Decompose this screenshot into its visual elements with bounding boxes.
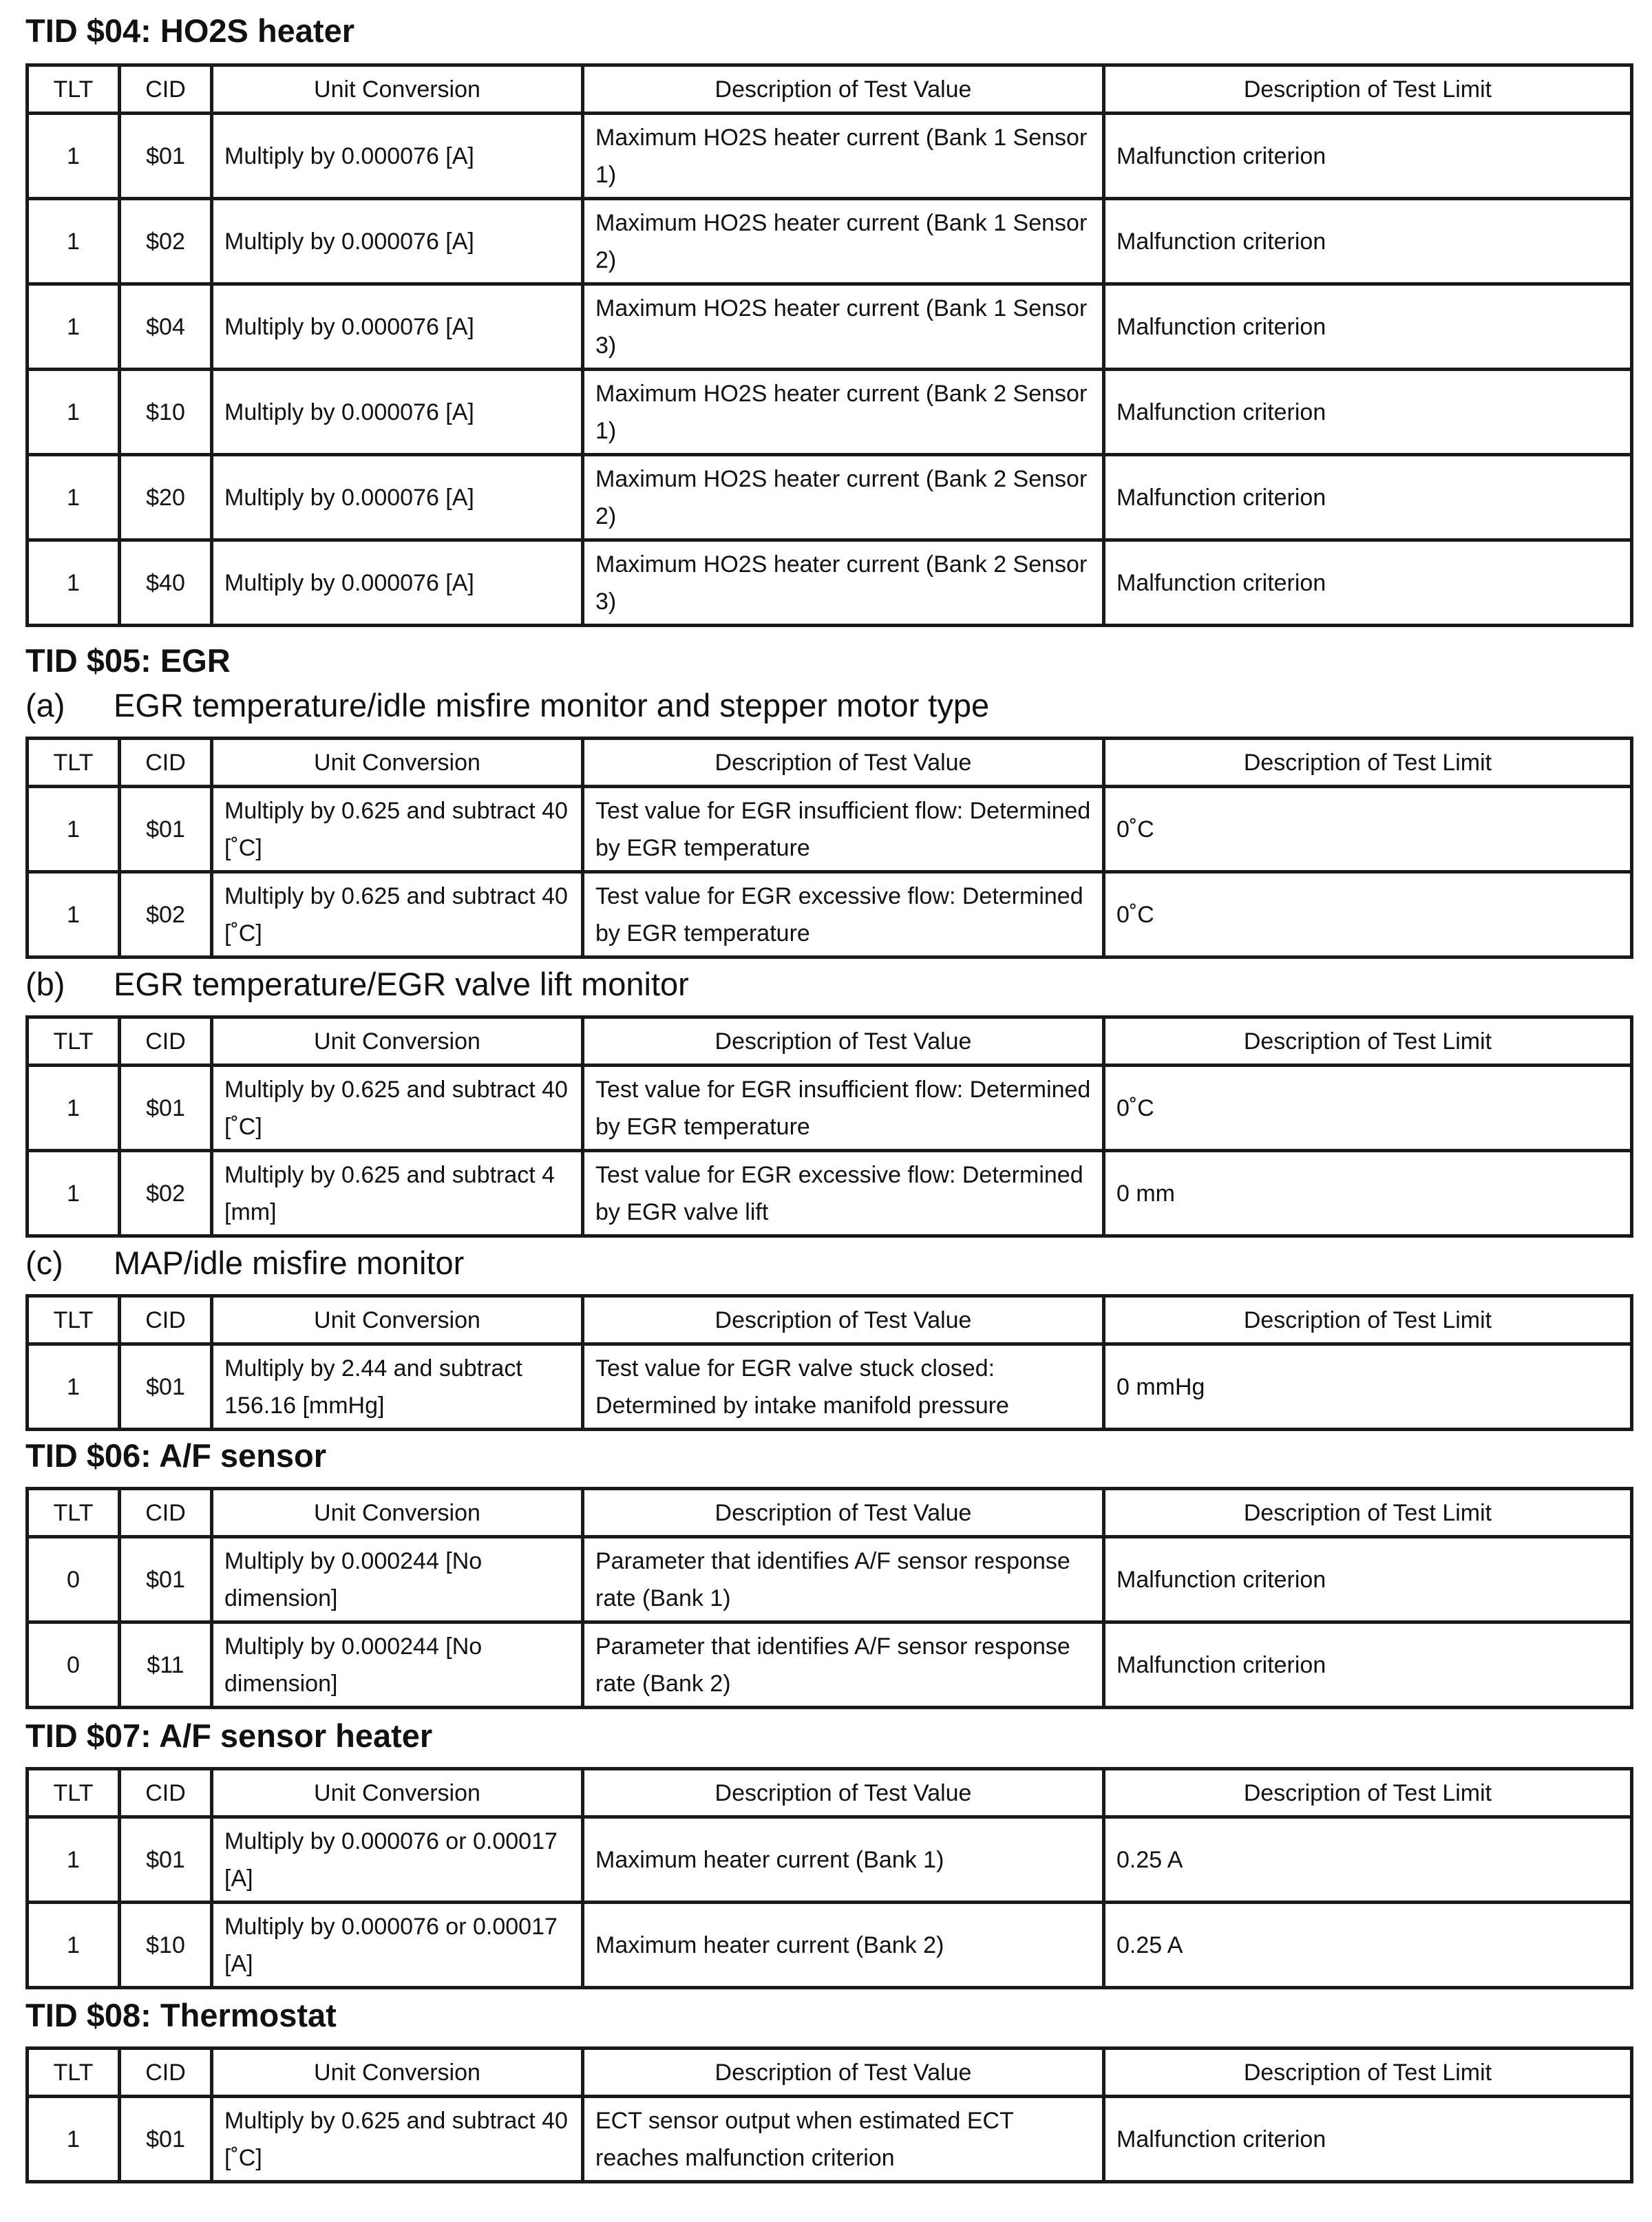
cell-cid: $01 [120,1817,212,1903]
cell-tlt: 0 [28,1537,120,1622]
cell-unit-conversion: Multiply by 0.000244 [No dimension] [212,1537,583,1622]
cell-tlt: 1 [28,370,120,455]
header-test-value: Description of Test Value [583,1296,1104,1344]
header-tlt: TLT [28,2049,120,2097]
subsection-label: (b) [25,966,65,1002]
cell-cid: $04 [120,284,212,370]
cell-test-limit: 0.25 A [1104,1903,1632,1988]
cell-test-value: Test value for EGR insufficient flow: Determined by EGR temperature [583,1066,1104,1151]
table-tid-05c [25,1294,1633,1431]
cell-test-limit: Malfunction criterion [1104,540,1632,626]
cell-tlt: 1 [28,1903,120,1988]
table-row [28,370,1632,455]
cell-tlt: 1 [28,1344,120,1430]
section-title-tid-05: TID $05: EGR [25,642,231,679]
subsection-label: (a) [25,687,65,723]
cell-tlt: 1 [28,1066,120,1151]
cell-cid: $01 [120,787,212,872]
cell-tlt: 1 [28,114,120,199]
cell-cid: $20 [120,455,212,540]
table-row [28,1344,1632,1430]
header-tlt: TLT [28,1489,120,1537]
header-tlt: TLT [28,1296,120,1344]
cell-tlt: 1 [28,540,120,626]
cell-tlt: 1 [28,1817,120,1903]
subsection-title-05b [25,967,689,1002]
cell-test-value: Maximum HO2S heater current (Bank 2 Sensor 2) [583,455,1104,540]
header-unit-conversion: Unit Conversion [212,1017,583,1066]
cell-test-limit: 0.25 A [1104,1817,1632,1903]
cell-unit-conversion: Multiply by 0.000076 or 0.00017 [A] [212,1817,583,1903]
header-test-value: Description of Test Value [583,1017,1104,1066]
table-header-row [28,739,1632,787]
cell-test-limit: Malfunction criterion [1104,284,1632,370]
header-test-value: Description of Test Value [583,65,1104,114]
cell-cid: $10 [120,370,212,455]
header-test-limit: Description of Test Limit [1104,2049,1632,2097]
table-tid-05a [25,737,1633,959]
cell-test-value: Maximum heater current (Bank 1) [583,1817,1104,1903]
table-tid-06 [25,1487,1633,1709]
cell-tlt: 1 [28,284,120,370]
cell-test-value: Test value for EGR excessive flow: Determined by EGR valve lift [583,1151,1104,1236]
cell-cid: $01 [120,1537,212,1622]
header-unit-conversion: Unit Conversion [212,2049,583,2097]
table-header-row [28,2049,1632,2097]
section-title-tid-04: TID $04: HO2S heater [25,12,355,49]
cell-test-limit: Malfunction criterion [1104,2097,1632,2182]
header-test-value: Description of Test Value [583,1489,1104,1537]
cell-test-value: Maximum HO2S heater current (Bank 1 Sensor 3) [583,284,1104,370]
cell-test-value: Test value for EGR excessive flow: Determined by EGR temperature [583,872,1104,957]
table-header-row [28,1769,1632,1817]
cell-test-limit: Malfunction criterion [1104,1622,1632,1708]
table-header-row [28,1489,1632,1537]
cell-cid: $02 [120,872,212,957]
table-row [28,1622,1632,1708]
cell-test-value: Maximum heater current (Bank 2) [583,1903,1104,1988]
cell-test-limit: Malfunction criterion [1104,370,1632,455]
cell-test-value: Parameter that identifies A/F sensor response rate (Bank 1) [583,1537,1104,1622]
cell-tlt: 1 [28,455,120,540]
header-test-limit: Description of Test Limit [1104,65,1632,114]
cell-test-value: Maximum HO2S heater current (Bank 2 Sensor 1) [583,370,1104,455]
cell-test-value: ECT sensor output when estimated ECT reaches malfunction criterion [583,2097,1104,2182]
cell-tlt: 1 [28,787,120,872]
table-row [28,114,1632,199]
cell-cid: $02 [120,199,212,284]
header-test-limit: Description of Test Limit [1104,1296,1632,1344]
header-unit-conversion: Unit Conversion [212,1769,583,1817]
cell-unit-conversion: Multiply by 0.000076 [A] [212,284,583,370]
cell-unit-conversion: Multiply by 0.625 and subtract 4 [mm] [212,1151,583,1236]
cell-unit-conversion: Multiply by 0.000076 [A] [212,540,583,626]
section-title-tid-07: TID $07: A/F sensor heater [25,1717,433,1754]
cell-unit-conversion: Multiply by 0.625 and subtract 40 [˚C] [212,787,583,872]
cell-cid: $02 [120,1151,212,1236]
table-tid-04 [25,63,1633,627]
cell-cid: $01 [120,114,212,199]
header-cid: CID [120,1769,212,1817]
cell-test-limit: Malfunction criterion [1104,1537,1632,1622]
header-cid: CID [120,1489,212,1537]
subsection-title-05c [25,1246,464,1280]
subsection-label: (c) [25,1245,63,1281]
cell-test-value: Maximum HO2S heater current (Bank 1 Sensor 2) [583,199,1104,284]
table-tid-05b [25,1015,1633,1238]
table-row [28,284,1632,370]
table-row [28,872,1632,957]
header-unit-conversion: Unit Conversion [212,65,583,114]
cell-cid: $10 [120,1903,212,1988]
cell-unit-conversion: Multiply by 0.000076 or 0.00017 [A] [212,1903,583,1988]
cell-tlt: 1 [28,872,120,957]
cell-test-value: Maximum HO2S heater current (Bank 1 Sensor 1) [583,114,1104,199]
table-row [28,1537,1632,1622]
table-row [28,1817,1632,1903]
cell-test-limit: 0˚C [1104,787,1632,872]
header-unit-conversion: Unit Conversion [212,1489,583,1537]
cell-cid: $01 [120,2097,212,2182]
table-row [28,540,1632,626]
header-test-limit: Description of Test Limit [1104,739,1632,787]
header-test-limit: Description of Test Limit [1104,1017,1632,1066]
cell-unit-conversion: Multiply by 2.44 and subtract 156.16 [mmHg] [212,1344,583,1430]
cell-test-value: Maximum HO2S heater current (Bank 2 Sensor 3) [583,540,1104,626]
cell-test-limit: 0 mmHg [1104,1344,1632,1430]
header-tlt: TLT [28,65,120,114]
cell-test-value: Test value for EGR valve stuck closed: Determined by intake manifold pressure [583,1344,1104,1430]
header-tlt: TLT [28,1017,120,1066]
table-header-row [28,1017,1632,1066]
cell-test-value: Test value for EGR insufficient flow: Determined by EGR temperature [583,787,1104,872]
table-row [28,199,1632,284]
table-tid-07 [25,1767,1633,1989]
cell-tlt: 1 [28,2097,120,2182]
subsection-text: EGR temperature/EGR valve lift monitor [114,966,689,1002]
header-cid: CID [120,2049,212,2097]
cell-unit-conversion: Multiply by 0.625 and subtract 40 [˚C] [212,872,583,957]
cell-test-limit: 0˚C [1104,872,1632,957]
cell-unit-conversion: Multiply by 0.625 and subtract 40 [˚C] [212,1066,583,1151]
subsection-text: MAP/idle misfire monitor [114,1245,465,1281]
cell-test-limit: Malfunction criterion [1104,114,1632,199]
table-tid-08 [25,2046,1633,2183]
cell-unit-conversion: Multiply by 0.000076 [A] [212,455,583,540]
table-header-row [28,65,1632,114]
table-row [28,1903,1632,1988]
header-test-value: Description of Test Value [583,2049,1104,2097]
header-cid: CID [120,65,212,114]
table-row [28,1066,1632,1151]
section-title-tid-08: TID $08: Thermostat [25,1997,337,2033]
cell-tlt: 1 [28,199,120,284]
header-unit-conversion: Unit Conversion [212,1296,583,1344]
cell-tlt: 0 [28,1622,120,1708]
table-row [28,455,1632,540]
cell-test-limit: 0 mm [1104,1151,1632,1236]
cell-cid: $01 [120,1344,212,1430]
header-cid: CID [120,1017,212,1066]
cell-cid: $01 [120,1066,212,1151]
cell-unit-conversion: Multiply by 0.000076 [A] [212,114,583,199]
subsection-title-05a [25,688,989,723]
cell-unit-conversion: Multiply by 0.000244 [No dimension] [212,1622,583,1708]
cell-test-limit: 0˚C [1104,1066,1632,1151]
cell-unit-conversion: Multiply by 0.000076 [A] [212,199,583,284]
table-header-row [28,1296,1632,1344]
header-tlt: TLT [28,739,120,787]
table-row [28,2097,1632,2182]
cell-tlt: 1 [28,1151,120,1236]
header-tlt: TLT [28,1769,120,1817]
cell-unit-conversion: Multiply by 0.000076 [A] [212,370,583,455]
header-test-value: Description of Test Value [583,1769,1104,1817]
table-row [28,787,1632,872]
subsection-text: EGR temperature/idle misfire monitor and stepper motor type [114,687,990,723]
section-title-tid-06: TID $06: A/F sensor [25,1437,327,1474]
header-unit-conversion: Unit Conversion [212,739,583,787]
header-cid: CID [120,739,212,787]
cell-test-value: Parameter that identifies A/F sensor response rate (Bank 2) [583,1622,1104,1708]
cell-test-limit: Malfunction criterion [1104,455,1632,540]
header-test-limit: Description of Test Limit [1104,1769,1632,1817]
header-test-limit: Description of Test Limit [1104,1489,1632,1537]
cell-cid: $40 [120,540,212,626]
cell-test-limit: Malfunction criterion [1104,199,1632,284]
header-cid: CID [120,1296,212,1344]
cell-unit-conversion: Multiply by 0.625 and subtract 40 [˚C] [212,2097,583,2182]
header-test-value: Description of Test Value [583,739,1104,787]
cell-cid: $11 [120,1622,212,1708]
table-row [28,1151,1632,1236]
